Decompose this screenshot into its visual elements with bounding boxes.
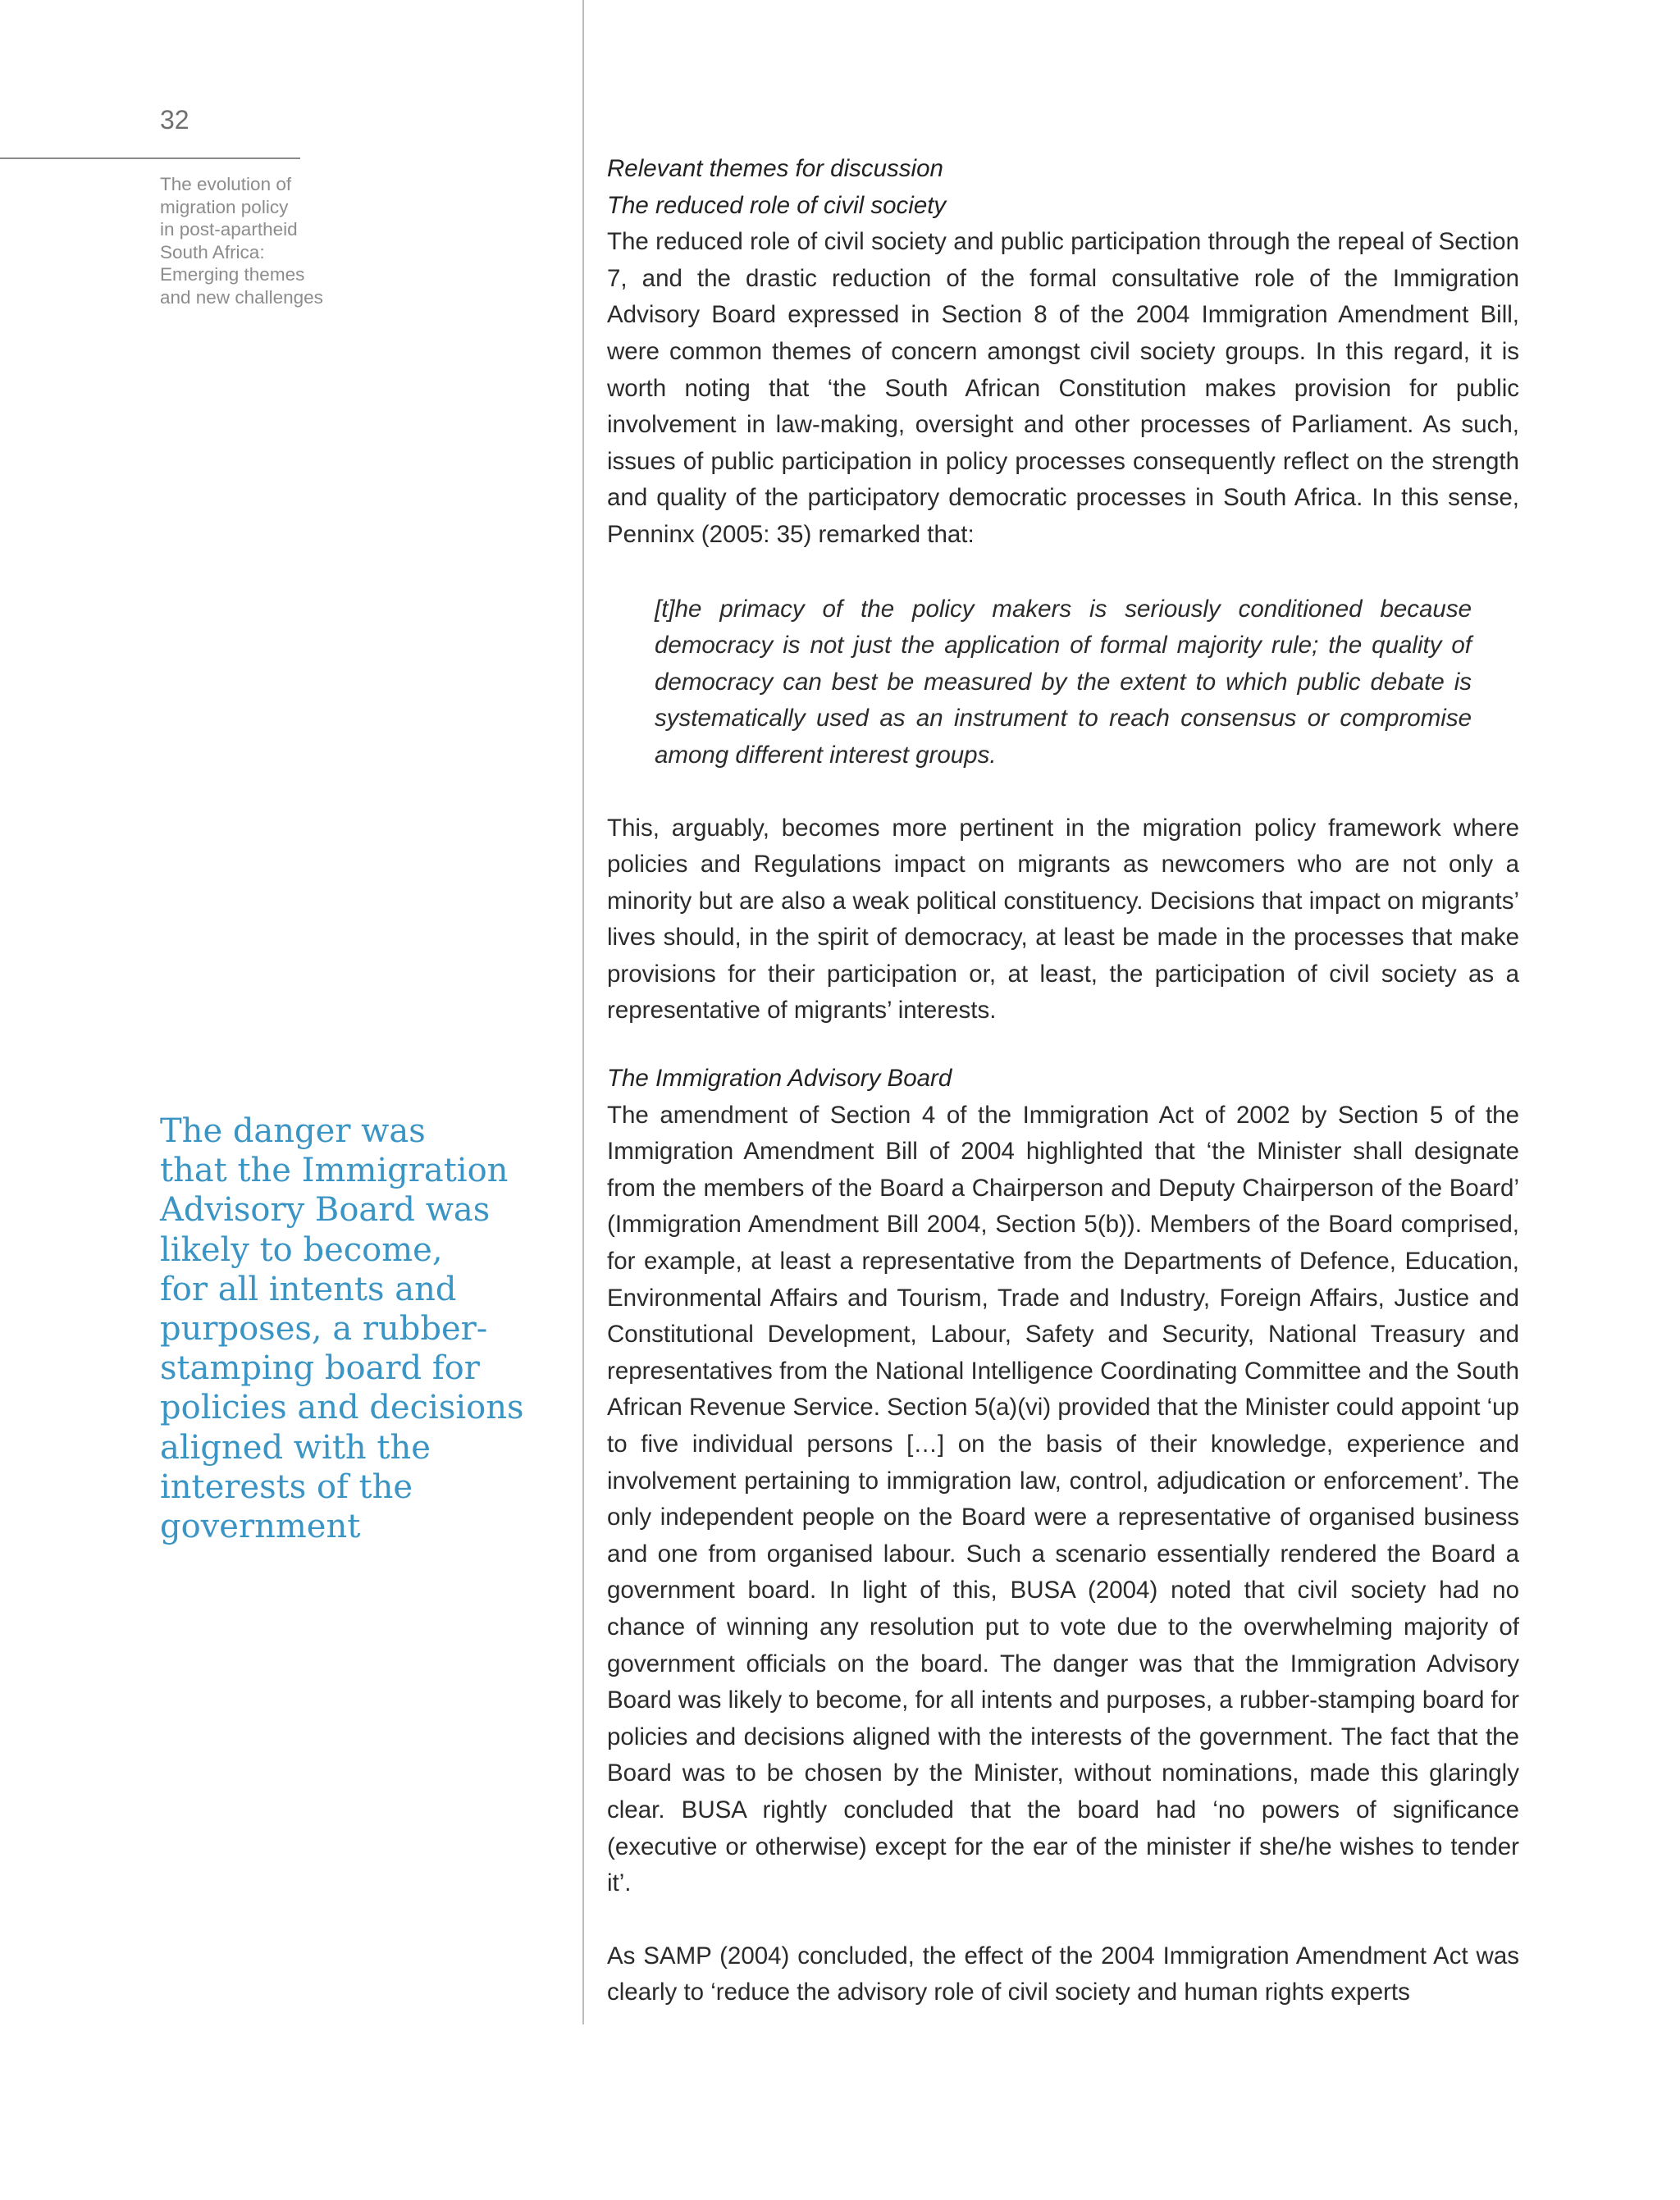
running-title-line: The evolution of <box>160 174 292 194</box>
pull-quote-line: aligned with the <box>160 1428 431 1467</box>
running-title <box>160 173 349 309</box>
pull-quote-line: for all intents and <box>160 1270 457 1308</box>
body-paragraph: This, arguably, becomes more pertinent in the migration policy framework where policies and Regulations impact on migrants as newcomers who are not only a minority but are also a weak political constituency. Decisions that impact on migrants’ lives should, in the spirit of democracy, at least be made in the processes that make provisions for their participation or, at least, the participation of civil society as a representative of migrants’ interests. <box>607 814 1519 1025</box>
column-divider <box>582 0 584 2024</box>
pull-quote-line: The danger was <box>160 1112 426 1150</box>
pull-quote-line: interests of the <box>160 1467 413 1506</box>
subsection-heading: The reduced role of civil society <box>607 191 947 219</box>
running-title-line: in post-apartheid <box>160 219 298 240</box>
running-title-line: Emerging themes <box>160 264 305 285</box>
running-title-line: South Africa: <box>160 241 265 262</box>
header-rule <box>0 157 300 159</box>
body-paragraph: The reduced role of civil society and public participation through the repeal of Section 7, and the drastic reduction of the formal consultative role of the Immigration Advisory Board expressed in Section 8 of the 2004 Immigration Amendment Bill, were common themes of concern amongst civil society groups. In this regard, it is worth noting that ‘the South African Constitution makes provision for public involvement in law-making, oversight and other processes of Parliament. As such, issues of public participation in policy processes consequently reflect on the strength and quality of the participatory democratic processes in South Africa. In this sense, Penninx (2005: 35) remarked that: <box>607 228 1519 548</box>
pull-quote <box>160 1111 537 1546</box>
pull-quote-line: that the Immigration <box>160 1152 509 1190</box>
body-paragraph: As SAMP (2004) concluded, the effect of the 2004 Immigration Amendment Act was clearly to ‘reduce the advisory role of civil society and human rights experts <box>607 1942 1519 2006</box>
pull-quote-line: Advisory Board was <box>160 1191 491 1230</box>
main-column <box>607 151 1519 2011</box>
subsection-heading: The Immigration Advisory Board <box>607 1065 952 1093</box>
pull-quote-line: policies and decisions <box>160 1389 524 1427</box>
pull-quote-line: government <box>160 1508 361 1546</box>
running-title-line: migration policy <box>160 196 289 217</box>
page-number: 32 <box>160 105 189 135</box>
section-heading: Relevant themes for discussion <box>607 155 943 182</box>
block-quote: [t]he primacy of the policy makers is seriously conditioned because democracy is not just the application of formal majority rule; the quality of democracy can best be measured by the extent to which public debate is systematically used as an instrument to reach consensus or compromise among different interest groups. <box>655 595 1472 769</box>
pull-quote-line: likely to become, <box>160 1230 443 1269</box>
body-paragraph: The amendment of Section 4 of the Immigration Act of 2002 by Section 5 of the Immigration Amendment Bill of 2004 highlighted that ‘the Minister shall designate from the members of the Board a Chairperson and Deputy Chairperson of the Board’ (Immigration Amendment Bill 2004, Section 5(b)). Members of the Board comprised, for example, at least a representative from the Departments of Defence, Education, Environmental Affairs and Tourism, Trade and Industry, Foreign Affairs, Justice and Constitutional Development, Labour, Safety and Security, National Treasury and representatives from the National Intelligence Coordinating Committee and the South African Revenue Service. Section 5(a)(vi) provided that the Minister could appoint ‘up to five individual persons […] on the basis of their knowledge, experience and involvement pertaining to immigration law, control, adjudication or enforcement’. The only independent people on the Board were a representative of organised business and one from organised labour. Such a scenario essentially rendered the Board a government board. In light of this, BUSA (2004) noted that civil society had no chance of winning any resolution put to vote due to the overwhelming majority of government officials on the board. The danger was that the Immigration Advisory Board was likely to become, for all intents and purposes, a rubber-stamping board for policies and decisions aligned with the interests of the government. The fact that the Board was to be chosen by the Minister, without nominations, made this glaringly clear. BUSA rightly concluded that the board had ‘no powers of significance (executive or otherwise) except for the ear of the minister if she/he wishes to tender it’. <box>607 1101 1519 1897</box>
running-title-line: and new challenges <box>160 286 323 308</box>
pull-quote-line: stamping board for <box>160 1349 480 1388</box>
pull-quote-line: purposes, a rubber- <box>160 1310 488 1349</box>
